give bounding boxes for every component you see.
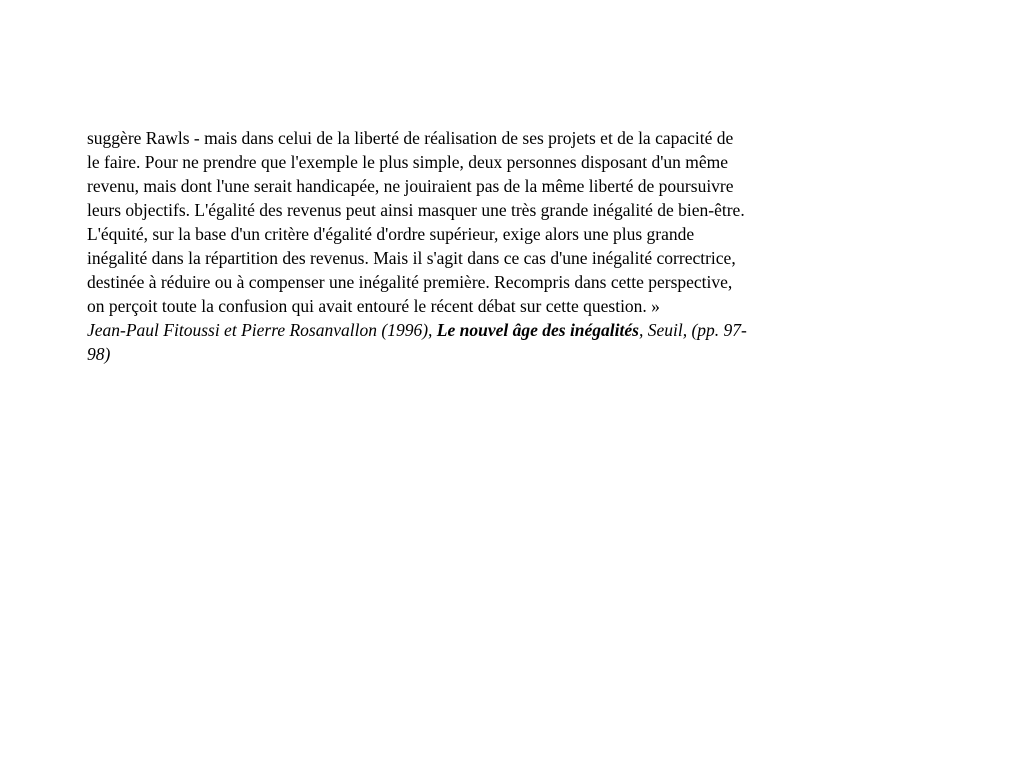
quote-text-block	[87, 126, 847, 366]
quote-line: suggère Rawls - mais dans celui de la liberté de réalisation de ses projets et de la capacité de	[87, 128, 734, 148]
quote-line: destinée à réduire ou à compenser une inégalité première. Recompris dans cette perspective,	[87, 272, 733, 292]
quote-line: L'équité, sur la base d'un critère d'égalité d'ordre supérieur, exige alors une plus grande	[87, 224, 695, 244]
quote-line: on perçoit toute la confusion qui avait entouré le récent débat sur cette question. »	[87, 296, 660, 316]
quote-line: le faire. Pour ne prendre que l'exemple le plus simple, deux personnes disposant d'un même	[87, 152, 728, 172]
citation-pages-end: 98)	[87, 344, 111, 364]
citation-authors: Jean-Paul Fitoussi et Pierre Rosanvallon (1996),	[87, 320, 437, 340]
citation	[87, 318, 847, 342]
quote-line: inégalité dans la répartition des revenus. Mais il s'agit dans ce cas d'une inégalité correctrice,	[87, 248, 736, 268]
citation-publisher-pages: , Seuil, (pp. 97-	[638, 320, 747, 340]
quote-line: revenu, mais dont l'une serait handicapée, ne jouiraient pas de la même liberté de poursuivre	[87, 176, 734, 196]
quote-line: leurs objectifs. L'égalité des revenus peut ainsi masquer une très grande inégalité de bien-être.	[87, 200, 745, 220]
citation-book-title: Le nouvel âge des inégalités	[436, 320, 639, 340]
